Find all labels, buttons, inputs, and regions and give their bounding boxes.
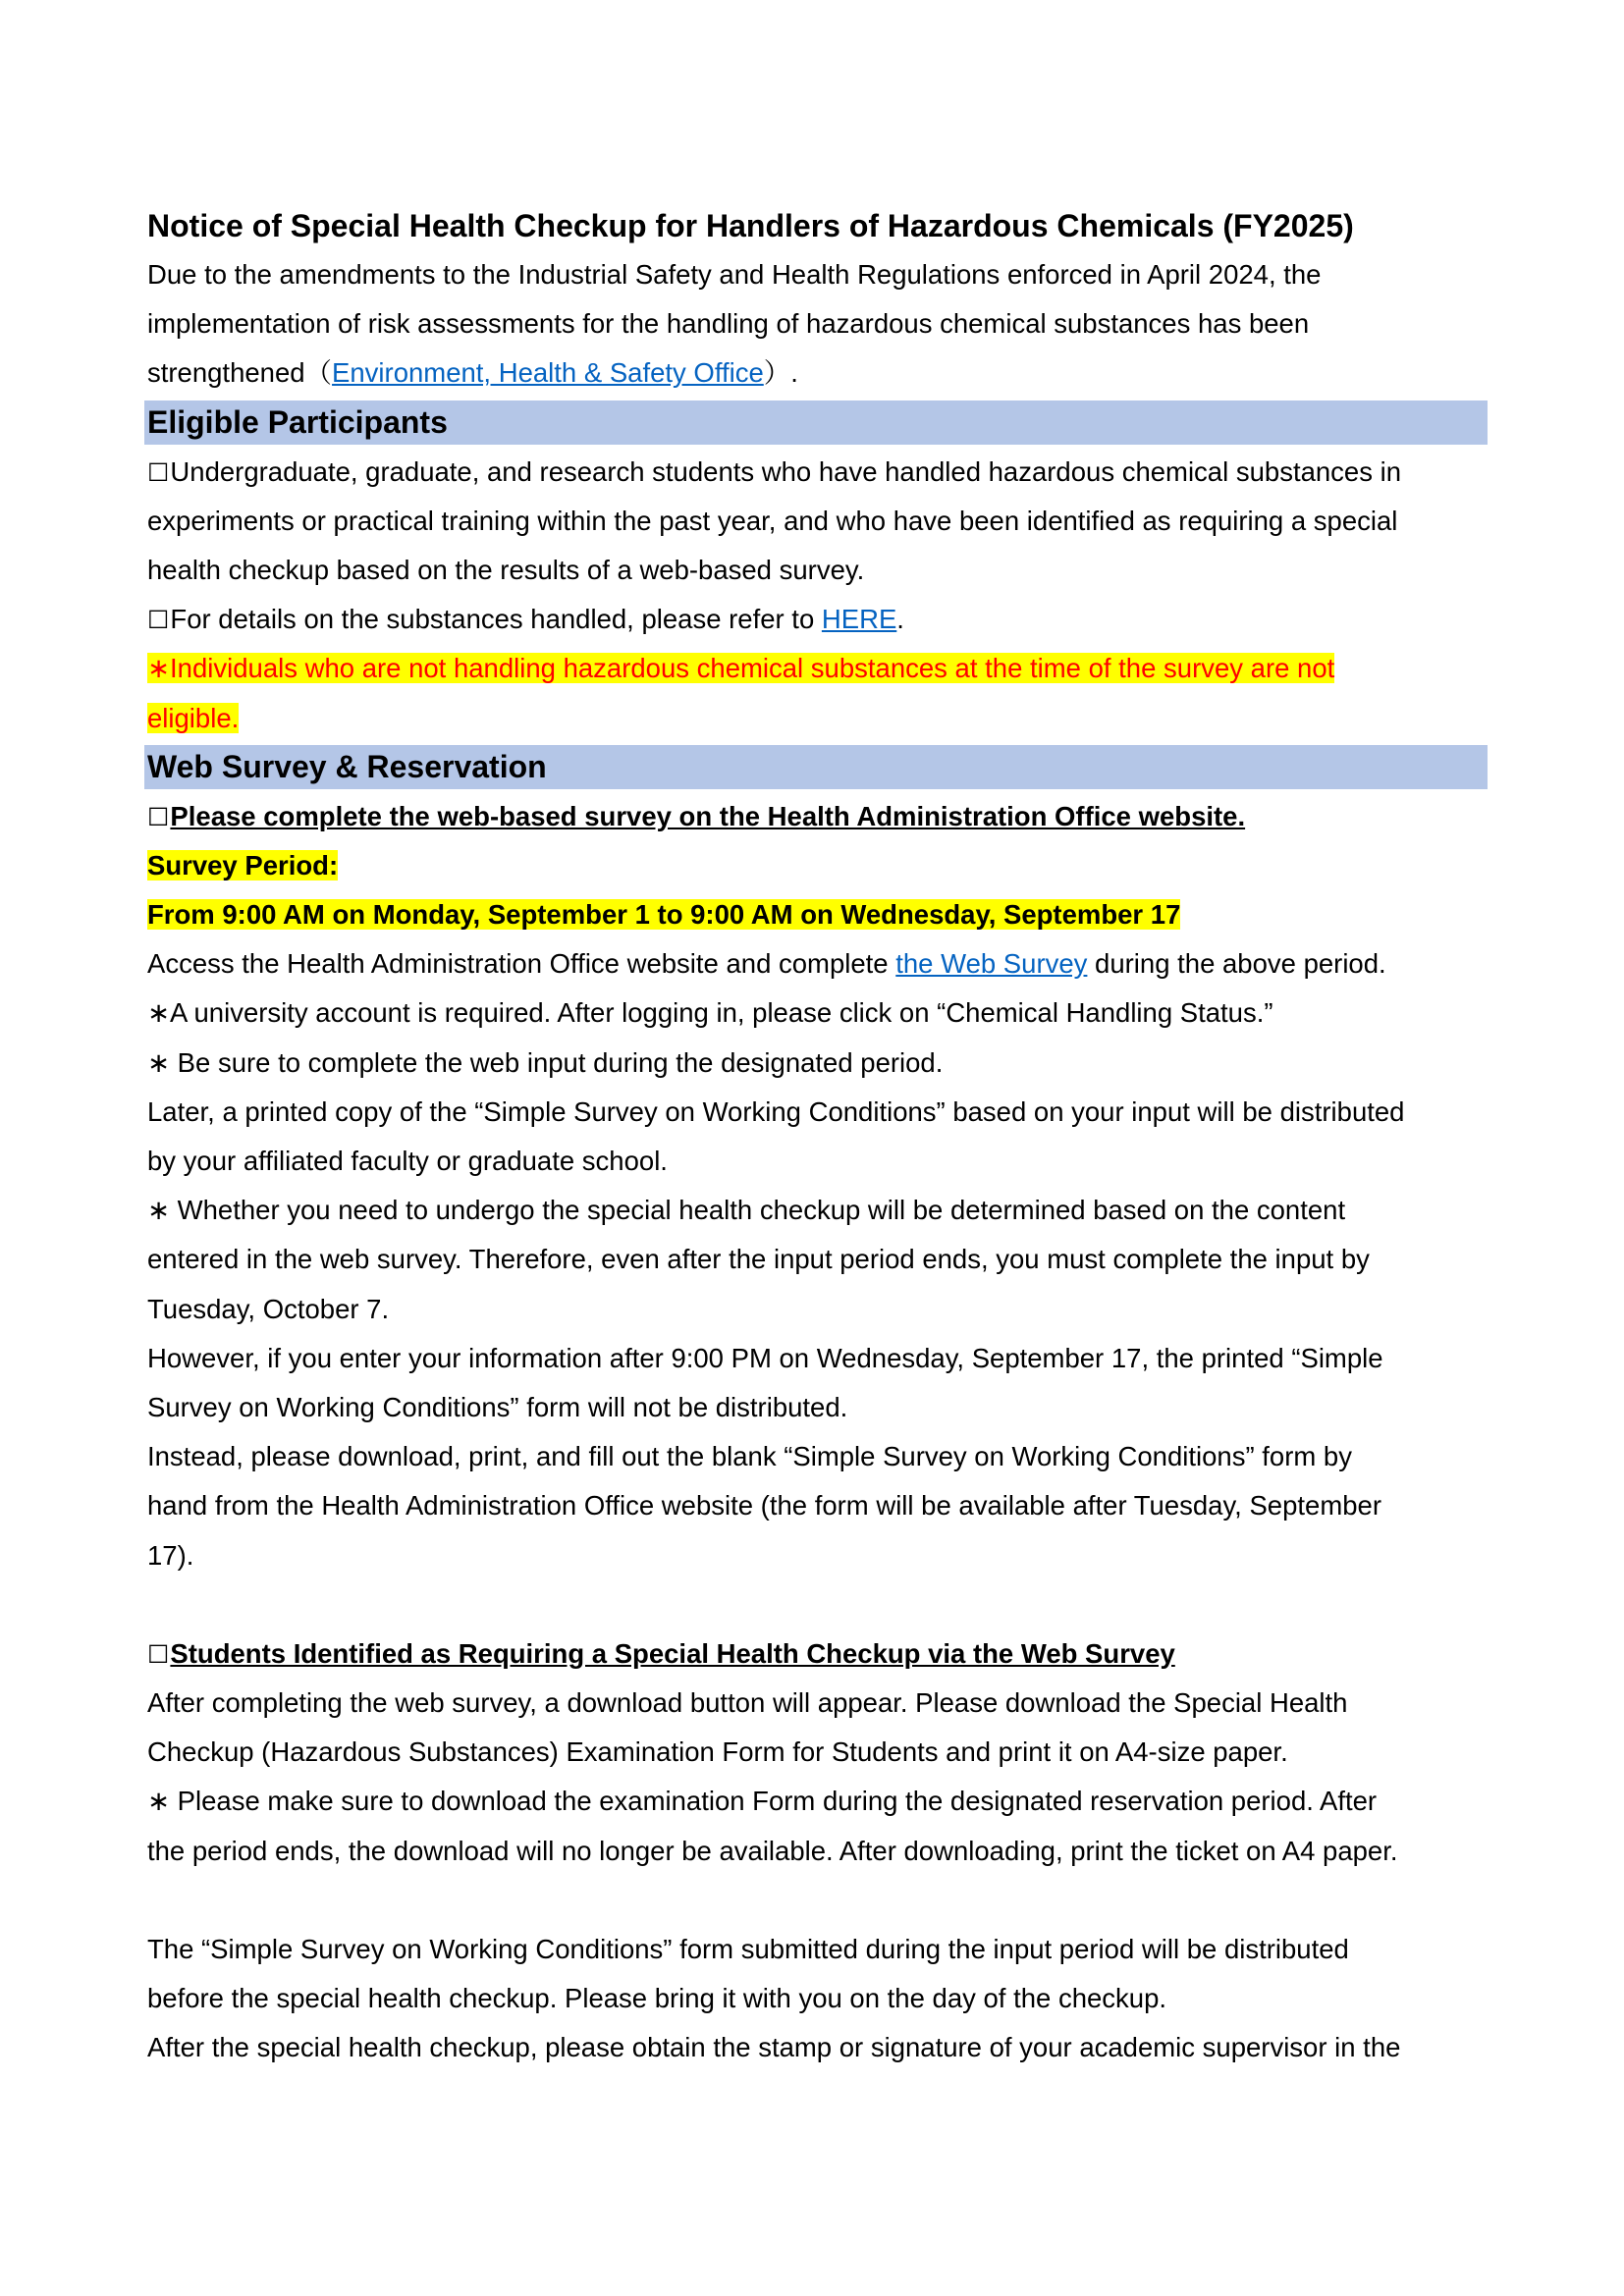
intro-line-2: implementation of risk assessments for the handling of hazardous chemical substances has been [147,308,1310,340]
page-title: Notice of Special Health Checkup for Handlers of Hazardous Chemicals (FY2025) [147,208,1354,243]
paragraph-spacer [147,1876,1488,1925]
survey-access-line [147,939,1488,988]
survey-whether-line-3: Tuesday, October 7. [147,1293,390,1324]
survey-instead-line-3: 17). [147,1539,194,1571]
document-body [147,201,1488,2073]
eligible-item-2-text: For details on the substances handled, please refer to [170,604,822,635]
survey-instruction-text: Please complete the web-based survey on the Health Administration Office website. [170,800,1246,831]
survey-access-text: Access the Health Administration Office website and complete [147,948,896,980]
checkbox-icon: ☐ [147,606,170,635]
identified-heading-line [147,1629,1488,1679]
survey-whether-line-1: ∗ Whether you need to undergo the special health checkup will be determined based on the content [147,1195,1346,1226]
eligibility-warning-line-1 [147,644,1488,693]
substances-here-link[interactable]: HERE [821,604,897,635]
eligible-item-1-text: Undergraduate, graduate, and research students who have handled hazardous chemical substances in [170,455,1402,487]
eligibility-warning-line-2 [147,694,1488,743]
checkbox-icon: ☐ [147,1639,170,1669]
survey-instead-line-1: Instead, please download, print, and fill out the blank “Simple Survey on Working Conditions” form by [147,1441,1352,1472]
intro-text-end: ）. [763,357,798,389]
survey-later-line-1: Later, a printed copy of the “Simple Survey on Working Conditions” based on your input will be distributed [147,1095,1405,1127]
intro-line-3 [147,348,1488,398]
checkbox-icon: ☐ [147,457,170,487]
survey-instruction [147,792,1488,841]
eligible-item-1-line-3: health checkup based on the results of a web-based survey. [147,554,865,585]
survey-access-end: during the above period. [1087,948,1386,980]
web-survey-heading: Web Survey & Reservation [144,745,1488,789]
identified-after-line-1: After completing the web survey, a download button will appear. Please download the Special Health [147,1687,1348,1719]
survey-later-line-2: by your affiliated faculty or graduate school. [147,1146,668,1176]
eligibility-warning-text: ∗Individuals who are not handling hazardous chemical substances at the time of the survey are not [147,653,1335,684]
eligible-participants-heading: Eligible Participants [144,400,1488,445]
identified-note-line-1: ∗ Please make sure to download the examination Form during the designated reservation period. After [147,1786,1378,1817]
survey-however-line-2: Survey on Working Conditions” form will not be distributed. [147,1391,848,1422]
survey-however-line-1: However, if you enter your information after 9:00 PM on Wednesday, September 17, the printed “Simple [147,1342,1383,1373]
checkbox-icon: ☐ [147,802,170,831]
intro-line-1: Due to the amendments to the Industrial Safety and Health Regulations enforced in April 2024, the [147,259,1322,290]
identified-form-line-1: The “Simple Survey on Working Conditions” form submitted during the input period will be distributed [147,1934,1349,1964]
survey-period-value: From 9:00 AM on Monday, September 1 to 9:00 AM on Wednesday, September 17 [147,899,1181,931]
web-survey-link[interactable]: the Web Survey [895,948,1088,980]
survey-period-value-line [147,890,1488,939]
ehs-office-link[interactable]: Environment, Health & Safety Office [332,357,764,389]
identified-heading: Students Identified as Requiring a Special Health Checkup via the Web Survey [170,1637,1175,1669]
eligible-item-2-end: . [896,604,904,635]
survey-period-label: Survey Period: [147,849,339,881]
eligible-item-1-line-1 [147,448,1488,497]
eligibility-warning-text-end: eligible. [147,702,240,733]
intro-text: strengthened（ [147,357,333,389]
identified-after-line-2: Checkup (Hazardous Substances) Examination Form for Students and print it on A4-size paper. [147,1736,1288,1768]
survey-period-label-line [147,841,1488,890]
survey-whether-line-2: entered in the web survey. Therefore, even after the input period ends, you must complete the input by [147,1244,1370,1275]
paragraph-spacer [147,1580,1488,1629]
identified-form-line-2: before the special health checkup. Please bring it with you on the day of the checkup. [147,1983,1167,2014]
eligible-item-1-line-2: experiments or practical training within the past year, and who have been identified as requiring a special [147,505,1398,536]
eligible-item-2 [147,595,1488,644]
survey-instead-line-2: hand from the Health Administration Office website (the form will be available after Tuesday, September [147,1490,1381,1522]
identified-note-line-2: the period ends, the download will no longer be available. After downloading, print the ticket on A4 paper. [147,1835,1398,1866]
survey-note-1: ∗A university account is required. After logging in, please click on “Chemical Handling Status.” [147,997,1273,1029]
survey-note-2: ∗ Be sure to complete the web input during the designated period. [147,1046,944,1078]
identified-stamp-line-1: After the special health checkup, please obtain the stamp or signature of your academic supervisor in the [147,2032,1401,2063]
